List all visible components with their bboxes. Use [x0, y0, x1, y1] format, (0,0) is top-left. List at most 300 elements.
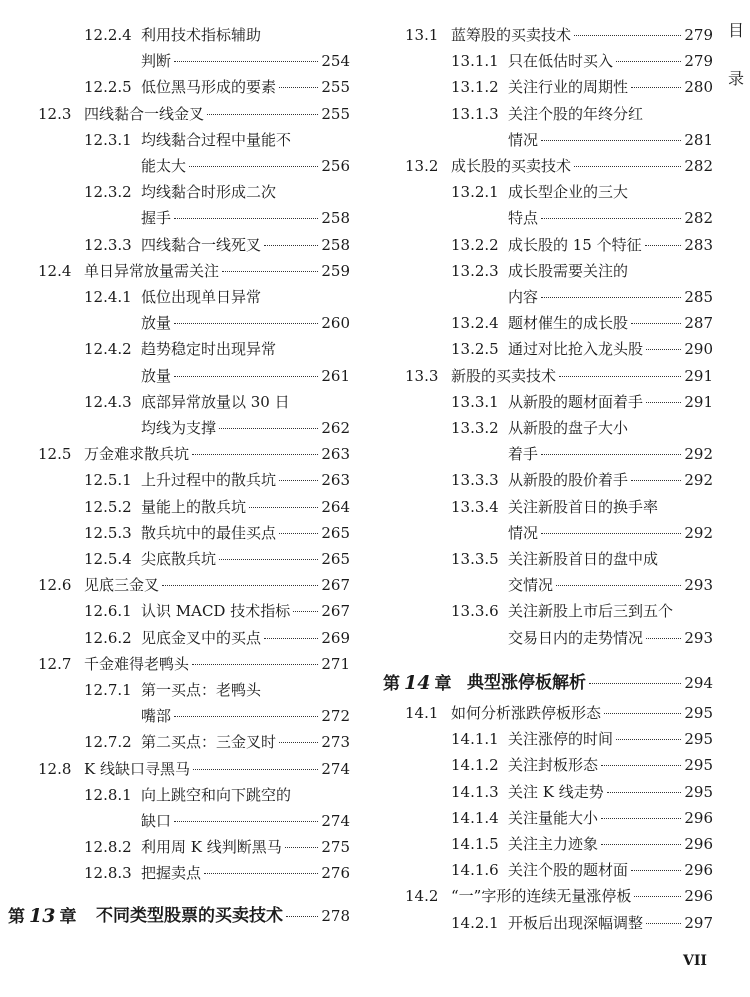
- toc-entry-title: 特点: [508, 209, 539, 228]
- toc-leader-dots: [222, 271, 318, 272]
- toc-entry-title: 四线黏合一线金叉: [84, 104, 205, 123]
- toc-entry-fill: [508, 520, 713, 546]
- toc-entry-sec: [375, 700, 713, 726]
- toc-entry-sub: [375, 232, 713, 258]
- toc-entry-title: 把握卖点: [141, 864, 202, 883]
- toc-entry-sub: [375, 494, 713, 520]
- toc-entry-number: 13.3.4: [451, 497, 499, 516]
- toc-entry-title: 利用周 K 线判断黑马: [141, 838, 282, 857]
- toc-leader-dots: [601, 765, 681, 766]
- toc-entry-fill: [451, 363, 713, 389]
- toc-entry-title: 上升过程中的散兵坑: [141, 471, 277, 490]
- toc-entry-number: 12.5: [38, 445, 72, 464]
- toc-entry-number: 12.8.2: [84, 838, 132, 857]
- toc-entry-sub: [375, 258, 713, 284]
- toc-entry-fill: [141, 389, 350, 415]
- toc-entry-title: 内容: [508, 288, 539, 306]
- toc-entry-page: 287: [684, 314, 713, 333]
- toc-entry-page: 259: [321, 261, 350, 280]
- toc-entry-sec: [0, 441, 350, 467]
- toc-entry-fill: [84, 756, 350, 782]
- toc-entry-number: 12.5.4: [84, 550, 132, 568]
- toc-entry-sub: [0, 179, 350, 205]
- toc-leader-dots: [616, 739, 681, 740]
- toc-entry-fill: [451, 22, 713, 48]
- toc-entry-number: 13.1.2: [451, 78, 499, 97]
- toc-entry-fill: [141, 310, 350, 336]
- toc-leader-dots: [631, 323, 681, 324]
- toc-entry-fill: [84, 258, 350, 284]
- toc-entry-title: 低位出现单日异常: [141, 288, 262, 306]
- chapter-title: 不同类型股票的买卖技术: [96, 906, 283, 926]
- toc-entry-page: 295: [684, 730, 713, 749]
- toc-entry-page: 296: [684, 808, 713, 827]
- toc-entry-page: 296: [684, 835, 713, 853]
- toc-entry-title: 向上跳空和向下跳空的: [141, 785, 292, 804]
- toc-entry-sub: [0, 546, 350, 572]
- toc-entry-title: 底部异常放量以 30 日: [141, 392, 290, 411]
- toc-entry-page: 261: [321, 366, 350, 385]
- toc-entry-fill: [508, 625, 713, 651]
- toc-entry-fill: [508, 910, 713, 936]
- toc-entry-sub: [375, 752, 713, 778]
- toc-leader-dots: [631, 87, 681, 88]
- toc-entry-fill: [508, 572, 713, 598]
- toc-entry-title: 放量: [141, 366, 172, 385]
- toc-entry-sub: [0, 729, 350, 755]
- toc-entry-page: 263: [321, 445, 350, 464]
- toc-entry-number: 13.2.5: [451, 340, 499, 359]
- toc-leader-dots: [541, 140, 681, 141]
- toc-leader-dots: [589, 683, 681, 684]
- toc-entry-sec: [375, 153, 713, 179]
- toc-entry-sec: [0, 651, 350, 677]
- toc-entry-page: 275: [321, 838, 350, 857]
- toc-entry-page: 269: [321, 628, 350, 647]
- toc-leader-dots: [286, 916, 318, 917]
- toc-entry-page: 295: [684, 756, 713, 775]
- toc-entry-cont: [375, 127, 713, 153]
- toc-entry-fill: [141, 677, 350, 703]
- toc-entry-number: 13.3.3: [451, 471, 499, 490]
- toc-entry-title: 蓝筹股的买卖技术: [451, 26, 572, 44]
- toc-entry-title: 千金难得老鸭头: [84, 654, 190, 673]
- toc-entry-fill: [508, 726, 713, 752]
- toc-entry-page: 292: [684, 523, 713, 542]
- toc-leader-dots: [541, 533, 681, 534]
- toc-entry-fill: [141, 205, 350, 231]
- toc-leader-dots: [574, 166, 681, 167]
- toc-entry-title: 握手: [141, 209, 172, 228]
- toc-leader-dots: [279, 480, 318, 481]
- toc-entry-fill: [141, 179, 350, 205]
- toc-entry-title: 第二买点：三金叉时: [141, 733, 277, 752]
- toc-entry-fill: [141, 336, 350, 362]
- toc-entry-sub: [0, 598, 350, 624]
- toc-entry-sub: [375, 389, 713, 415]
- toc-entry-sub: [375, 779, 713, 805]
- toc-entry-cont: [375, 284, 713, 310]
- side-label-top: 目: [728, 21, 745, 40]
- toc-leader-dots: [631, 480, 681, 481]
- toc-leader-dots: [174, 323, 318, 324]
- toc-entry-number: 12.4.3: [84, 392, 132, 411]
- toc-entry-sub: [0, 860, 350, 886]
- toc-entry-fill: [508, 494, 713, 520]
- toc-entry-number: 13.3.2: [451, 419, 499, 437]
- toc-entry-sub: [0, 336, 350, 362]
- toc-entry-page: 285: [684, 288, 713, 306]
- toc-entry-sub: [375, 179, 713, 205]
- toc-entry-fill: [84, 651, 350, 677]
- toc-entry-title: 关注主力迹象: [508, 835, 599, 853]
- toc-entry-fill: [508, 232, 713, 258]
- toc-entry-fill: [508, 415, 713, 441]
- toc-entry-page: 293: [684, 628, 713, 647]
- toc-entry-cont: [375, 625, 713, 651]
- toc-entry-sec: [375, 883, 713, 909]
- toc-entry-title: 万金难求散兵坑: [84, 445, 190, 464]
- toc-entry-page: 274: [321, 812, 350, 830]
- toc-leader-dots: [601, 844, 681, 845]
- toc-leader-dots: [207, 114, 318, 115]
- toc-leader-dots: [541, 454, 681, 455]
- toc-leader-dots: [174, 376, 318, 377]
- toc-entry-cont: [375, 441, 713, 467]
- toc-entry-title: 关注量能大小: [508, 808, 599, 827]
- chapter-heading: [0, 903, 350, 929]
- toc-entry-title: 成长型企业的三大: [508, 183, 629, 202]
- toc-entry-title: 情况: [508, 130, 539, 149]
- toc-entry-title: 量能上的散兵坑: [141, 497, 247, 516]
- toc-leader-dots: [646, 638, 681, 639]
- toc-entry-title: 着手: [508, 445, 539, 464]
- toc-entry-number: 14.2.1: [451, 913, 499, 932]
- toc-entry-fill: [508, 179, 713, 205]
- toc-entry-number: 13.3.5: [451, 550, 499, 568]
- toc-entry-title: 认识 MACD 技术指标: [141, 602, 291, 621]
- toc-entry-cont: [375, 205, 713, 231]
- toc-entry-page: 276: [321, 864, 350, 883]
- toc-entry-page: 255: [321, 104, 350, 123]
- toc-entry-title: 关注个股的题材面: [508, 861, 629, 880]
- toc-leader-dots: [264, 638, 318, 639]
- toc-entry-sub: [375, 831, 713, 857]
- toc-entry-fill: [451, 153, 713, 179]
- toc-entry-fill: [141, 284, 350, 310]
- toc-entry-title: 从新股的题材面着手: [508, 392, 644, 411]
- toc-leader-dots: [293, 611, 318, 612]
- toc-entry-title: 均线黏合过程中量能不: [141, 130, 292, 149]
- toc-entry-title: 见底三金叉: [84, 576, 160, 595]
- toc-leader-dots: [174, 218, 318, 219]
- chapter-prefix: 第: [8, 907, 25, 927]
- toc-entry-page: 297: [684, 913, 713, 932]
- toc-entry-sub: [0, 520, 350, 546]
- toc-entry-page: 296: [684, 861, 713, 880]
- toc-entry-sub: [0, 625, 350, 651]
- toc-entry-title: 单日异常放量需关注: [84, 261, 220, 280]
- toc-entry-number: 12.5.1: [84, 471, 132, 490]
- toc-entry-page: 279: [684, 26, 713, 44]
- toc-entry-fill: [508, 831, 713, 857]
- toc-entry-title: 关注行业的周期性: [508, 78, 629, 97]
- toc-entry-sub: [0, 834, 350, 860]
- toc-leader-dots: [174, 821, 318, 822]
- toc-entry-fill: [141, 703, 350, 729]
- toc-entry-fill: [467, 670, 713, 696]
- toc-entry-cont: [0, 310, 350, 336]
- toc-entry-title: 关注 K 线走势: [508, 782, 604, 801]
- toc-entry-title: 利用技术指标辅助: [141, 26, 262, 44]
- toc-leader-dots: [192, 454, 318, 455]
- toc-entry-fill: [508, 467, 713, 493]
- toc-entry-title: 成长股的 15 个特征: [508, 235, 642, 254]
- toc-entry-page: 262: [321, 419, 350, 437]
- toc-entry-number: 14.1: [405, 704, 439, 722]
- toc-leader-dots: [601, 818, 681, 819]
- toc-entry-number: 12.8: [38, 759, 72, 778]
- toc-entry-fill: [508, 752, 713, 778]
- toc-entry-fill: [508, 389, 713, 415]
- toc-entry-page: 295: [684, 782, 713, 801]
- toc-leader-dots: [264, 245, 318, 246]
- toc-entry-sub: [0, 284, 350, 310]
- toc-entry-title: 题材催生的成长股: [508, 314, 629, 333]
- toc-entry-title: 均线为支撑: [141, 419, 217, 437]
- toc-entry-sub: [375, 336, 713, 362]
- toc-entry-title: 从新股的盘子大小: [508, 419, 629, 437]
- chapter-suffix: 章: [59, 907, 77, 927]
- toc-entry-sec: [0, 101, 350, 127]
- toc-entry-page: 290: [684, 340, 713, 359]
- toc-entry-page: 263: [321, 471, 350, 490]
- toc-leader-dots: [189, 166, 318, 167]
- toc-entry-fill: [451, 883, 713, 909]
- toc-leader-dots: [204, 873, 318, 874]
- toc-leader-dots: [646, 923, 681, 924]
- toc-entry-sub: [0, 74, 350, 100]
- toc-leader-dots: [616, 61, 681, 62]
- chapter-number: 13: [29, 905, 56, 927]
- toc-entry-fill: [141, 363, 350, 389]
- chapter-label: [383, 670, 451, 697]
- toc-entry-number: 12.4: [38, 261, 72, 280]
- toc-entry-number: 12.8.3: [84, 864, 132, 883]
- toc-entry-number: 13.1: [405, 26, 439, 44]
- toc-entry-title: 关注新股首日的换手率: [508, 497, 659, 516]
- toc-entry-number: 14.1.3: [451, 782, 499, 801]
- toc-entry-fill: [141, 729, 350, 755]
- toc-entry-fill: [141, 127, 350, 153]
- chapter-suffix: 章: [434, 674, 452, 694]
- toc-entry-fill: [141, 782, 350, 808]
- toc-entry-sec: [375, 363, 713, 389]
- toc-entry-fill: [141, 808, 350, 834]
- toc-entry-number: 12.7.1: [84, 681, 132, 699]
- toc-entry-fill: [141, 598, 350, 624]
- toc-entry-fill: [141, 467, 350, 493]
- toc-leader-dots: [556, 585, 681, 586]
- toc-entry-title: 低位黑马形成的要素: [141, 78, 277, 97]
- toc-entry-fill: [508, 441, 713, 467]
- toc-entry-fill: [141, 48, 350, 74]
- toc-entry-page: 258: [321, 209, 350, 228]
- toc-entry-page: 256: [321, 157, 350, 175]
- toc-entry-title: 缺口: [141, 812, 172, 830]
- toc-entry-title: 交易日内的走势情况: [508, 628, 644, 647]
- toc-entry-number: 12.3.3: [84, 235, 132, 254]
- toc-entry-number: 14.2: [405, 887, 439, 906]
- toc-entry-number: 13.2.3: [451, 261, 499, 280]
- toc-entry-number: 13.2.2: [451, 235, 499, 254]
- toc-leader-dots: [279, 87, 318, 88]
- toc-entry-number: 13.1.3: [451, 104, 499, 123]
- toc-entry-number: 12.6: [38, 576, 72, 595]
- toc-entry-sub: [375, 74, 713, 100]
- toc-entry-fill: [508, 857, 713, 883]
- toc-entry-page: 279: [684, 52, 713, 71]
- toc-leader-dots: [174, 716, 318, 717]
- toc-entry-title: K 线缺口寻黑马: [84, 759, 190, 778]
- toc-entry-fill: [508, 284, 713, 310]
- toc-entry-title: 能太大: [141, 157, 187, 175]
- toc-entry-fill: [508, 546, 713, 572]
- toc-leader-dots: [634, 896, 681, 897]
- toc-leader-dots: [646, 349, 681, 350]
- toc-entry-fill: [508, 127, 713, 153]
- toc-entry-title: 通过对比抢入龙头股: [508, 340, 644, 359]
- toc-entry-page: 255: [321, 78, 350, 97]
- toc-entry-number: 12.3: [38, 104, 72, 123]
- toc-leader-dots: [219, 559, 318, 560]
- toc-entry-number: 12.8.1: [84, 785, 132, 804]
- toc-entry-title: 尖底散兵坑: [141, 550, 217, 568]
- toc-entry-number: 13.3: [405, 366, 439, 385]
- toc-leader-dots: [541, 218, 681, 219]
- toc-entry-fill: [141, 546, 350, 572]
- toc-entry-cont: [0, 205, 350, 231]
- toc-entry-number: 14.1.2: [451, 756, 499, 775]
- toc-entry-title: 关注个股的年终分红: [508, 104, 644, 123]
- toc-entry-title: 新股的买卖技术: [451, 366, 557, 385]
- toc-entry-number: 12.5.3: [84, 523, 132, 542]
- toc-entry-fill: [141, 74, 350, 100]
- toc-leader-dots: [646, 402, 681, 403]
- toc-entry-page: 283: [684, 235, 713, 254]
- toc-entry-page: 291: [684, 366, 713, 385]
- toc-entry-number: 12.4.2: [84, 340, 132, 359]
- page-number: VII: [683, 953, 707, 969]
- toc-entry-number: 12.2.5: [84, 78, 132, 97]
- toc-entry-fill: [141, 153, 350, 179]
- toc-leader-dots: [541, 297, 681, 298]
- toc-entry-page: 267: [321, 602, 350, 621]
- toc-entry-sub: [0, 22, 350, 48]
- toc-entry-sub: [375, 598, 713, 624]
- toc-entry-page: 265: [321, 523, 350, 542]
- toc-entry-title: 均线黏合时形成二次: [141, 183, 277, 202]
- toc-entry-cont: [0, 363, 350, 389]
- toc-entry-fill: [508, 258, 713, 284]
- toc-entry-cont: [0, 808, 350, 834]
- toc-entry-sub: [0, 494, 350, 520]
- toc-entry-sec: [0, 258, 350, 284]
- toc-entry-fill: [508, 101, 713, 127]
- toc-entry-sub: [375, 48, 713, 74]
- toc-entry-page: 273: [321, 733, 350, 752]
- toc-entry-title: 关注新股首日的盘中成: [508, 550, 659, 568]
- toc-leader-dots: [219, 428, 318, 429]
- toc-leader-dots: [193, 769, 318, 770]
- toc-entry-number: 12.6.2: [84, 628, 132, 647]
- toc-entry-number: 12.3.2: [84, 183, 132, 202]
- toc-entry-sub: [0, 232, 350, 258]
- toc-entry-page: 272: [321, 707, 350, 726]
- toc-entry-sub: [375, 546, 713, 572]
- toc-entry-page: 295: [684, 704, 713, 722]
- toc-leader-dots: [279, 533, 318, 534]
- toc-entry-title: 判断: [141, 52, 172, 71]
- toc-entry-title: 关注新股上市后三到五个: [508, 602, 674, 621]
- chapter-page: 278: [321, 907, 350, 925]
- side-label-bottom: 录: [728, 69, 745, 88]
- toc-entry-page: 274: [321, 759, 350, 778]
- toc-entry-sub: [375, 726, 713, 752]
- toc-entry-page: 271: [321, 654, 350, 673]
- toc-entry-cont: [0, 48, 350, 74]
- toc-leader-dots: [249, 507, 318, 508]
- toc-entry-number: 12.2.4: [84, 26, 132, 44]
- toc-entry-number: 12.4.1: [84, 288, 132, 306]
- toc-entry-page: 264: [321, 497, 350, 516]
- toc-entry-number: 12.6.1: [84, 602, 132, 621]
- toc-entry-sub: [375, 467, 713, 493]
- toc-entry-title: 如何分析涨跌停板形态: [451, 704, 602, 722]
- toc-entry-number: 14.1.1: [451, 730, 499, 749]
- toc-entry-sub: [0, 127, 350, 153]
- toc-entry-title: 只在低估时买入: [508, 52, 614, 71]
- toc-entry-fill: [508, 74, 713, 100]
- toc-entry-fill: [508, 336, 713, 362]
- toc-entry-page: 292: [684, 471, 713, 490]
- toc-entry-page: 296: [684, 887, 713, 906]
- toc-entry-page: 292: [684, 445, 713, 464]
- toc-leader-dots: [559, 376, 681, 377]
- chapter-number: 14: [404, 672, 431, 694]
- toc-entry-page: 258: [321, 235, 350, 254]
- toc-leader-dots: [285, 847, 319, 848]
- toc-entry-sub: [375, 101, 713, 127]
- toc-entry-sub: [375, 415, 713, 441]
- toc-entry-title: 开板后出现深幅调整: [508, 913, 644, 932]
- toc-entry-number: 12.5.2: [84, 497, 132, 516]
- toc-entry-page: 260: [321, 314, 350, 333]
- toc-entry-sub: [0, 782, 350, 808]
- toc-entry-fill: [141, 415, 350, 441]
- toc-entry-page: 254: [321, 52, 350, 71]
- toc-entry-title: 从新股的股价着手: [508, 471, 629, 490]
- toc-entry-number: 14.1.6: [451, 861, 499, 880]
- toc-entry-title: 见底金叉中的买点: [141, 628, 262, 647]
- toc-entry-fill: [508, 805, 713, 831]
- toc-leader-dots: [607, 792, 682, 793]
- toc-entry-fill: [84, 572, 350, 598]
- toc-leader-dots: [279, 742, 318, 743]
- toc-entry-number: 13.2.1: [451, 183, 499, 202]
- toc-entry-page: 282: [684, 157, 713, 175]
- toc-entry-fill: [84, 101, 350, 127]
